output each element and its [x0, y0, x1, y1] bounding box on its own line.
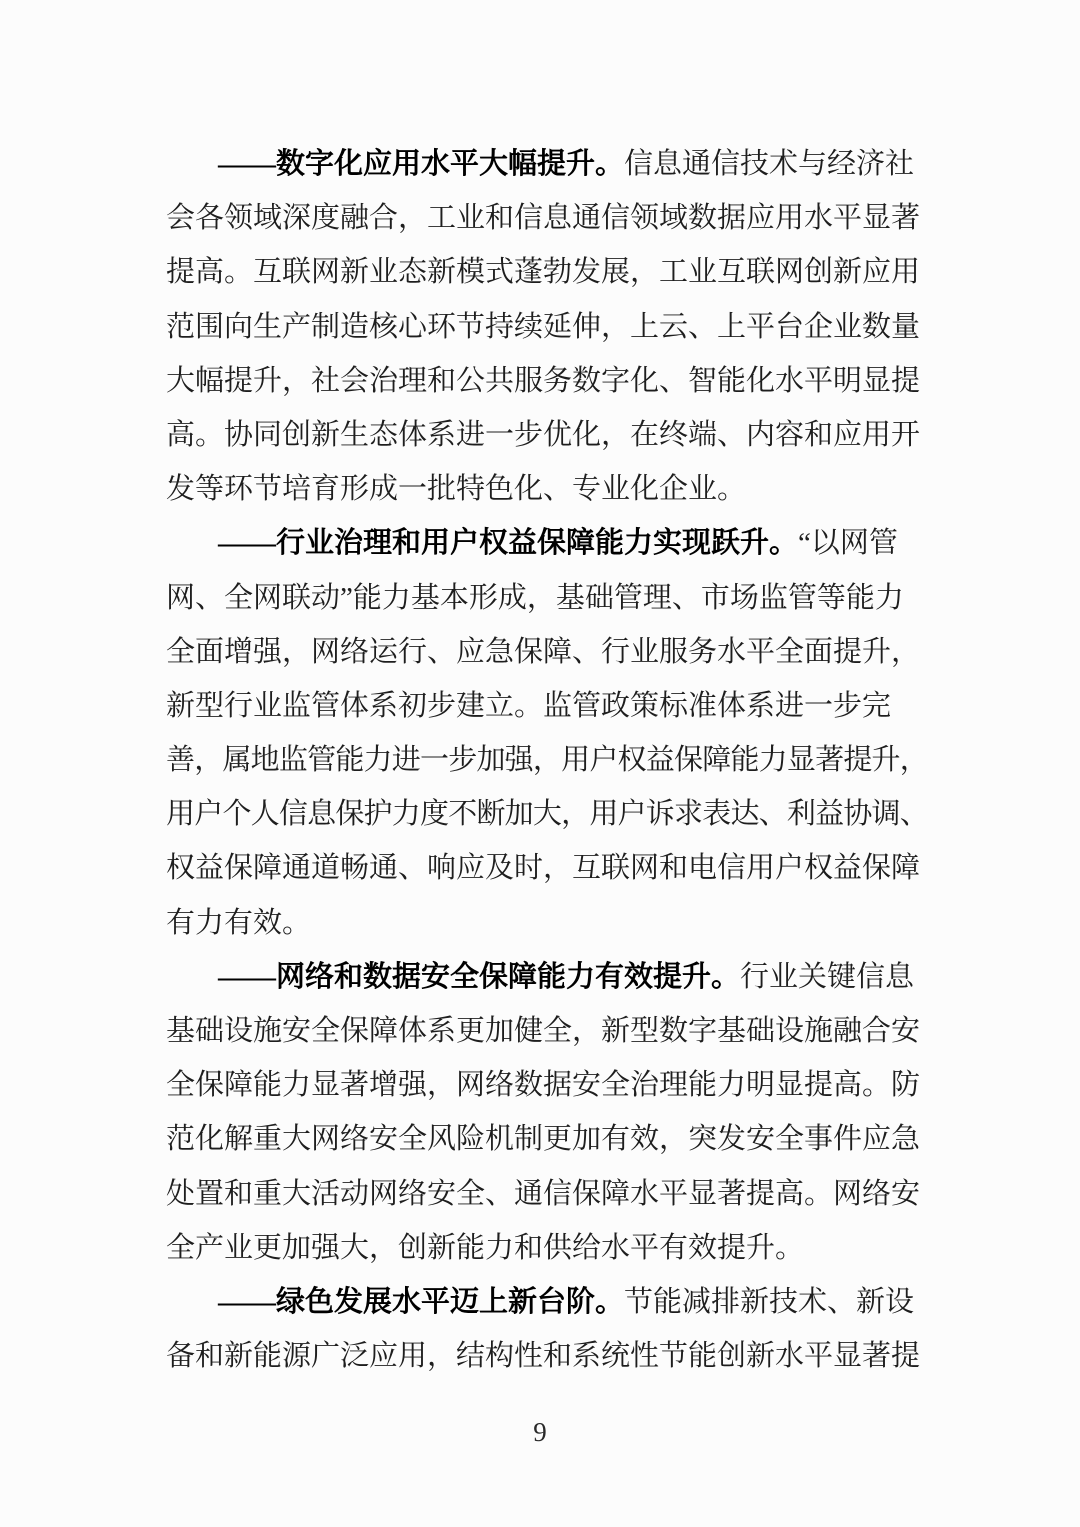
- paragraph-body-text: 基础设施安全保障体系更加健全，新型数字基础设施融合安: [166, 1015, 921, 1047]
- paragraph-body-text: 提高。互联网新业态新模式蓬勃发展，工业互联网创新应用: [166, 256, 921, 289]
- paragraph-body-text: 高。协同创新生态体系进一步优化，在终端、内容和应用开: [166, 418, 921, 451]
- text-line: [166, 950, 928, 1004]
- text-line: [166, 841, 928, 895]
- paragraph-body-text: 大幅提升，社会治理和公共服务数字化、智能化水平明显提: [166, 364, 921, 397]
- paragraph-body-text: “以网管: [798, 527, 898, 560]
- text-line: [166, 625, 928, 679]
- text-line: [166, 679, 928, 733]
- paragraph-body-text: 范化解重大网络安全风险机制更加有效，突发安全事件应急: [166, 1123, 921, 1156]
- paragraph-heading-text: ——绿色发展水平迈上新台阶。: [218, 1285, 625, 1318]
- paragraph-heading-text: ——数字化应用水平大幅提升。: [218, 148, 625, 180]
- paragraph-3: [166, 950, 928, 1275]
- text-line: [166, 787, 928, 841]
- text-line: [166, 571, 928, 625]
- paragraph-2: [166, 516, 928, 950]
- paragraph-body-text: 全产业更加强大，创新能力和供给水平有效提升。: [166, 1231, 805, 1264]
- paragraph-body-text: 有力有效。: [166, 906, 312, 939]
- text-line: [166, 1275, 928, 1329]
- text-line: [166, 300, 928, 354]
- paragraph-body-text: 会各领域深度融合，工业和信息通信领域数据应用水平显著: [166, 202, 921, 235]
- text-line: [166, 137, 928, 191]
- text-line: [166, 462, 928, 516]
- paragraph-body-text: 网、全网联动”能力基本形成，基础管理、市场监管等能力: [166, 581, 904, 614]
- paragraph-body-text: 节能减排新技术、新设: [624, 1285, 915, 1318]
- text-line: [166, 733, 928, 787]
- paragraph-heading-text: ——网络和数据安全保障能力有效提升。: [218, 960, 741, 993]
- paragraph-body-text: 用户个人信息保护力度不断加大，用户诉求表达、利益协调、: [166, 798, 928, 831]
- text-line: [166, 896, 928, 950]
- paragraph-body-text: 备和新能源广泛应用，结构性和系统性节能创新水平显著提: [166, 1340, 921, 1373]
- paragraph-body-text: 行业关键信息: [740, 960, 915, 993]
- text-line: [166, 191, 928, 245]
- text-line: [166, 354, 928, 408]
- paragraph-body-text: 全面增强，网络运行、应急保障、行业服务水平全面提升，: [166, 635, 921, 668]
- paragraph-body-text: 权益保障通道畅通、响应及时，互联网和电信用户权益保障: [166, 852, 921, 885]
- text-line: [166, 1221, 928, 1275]
- paragraph-1: [166, 137, 928, 516]
- text-line: [166, 1329, 928, 1383]
- text-line: [166, 1058, 928, 1112]
- text-line: [166, 516, 928, 570]
- paragraph-body-text: 范围向生产制造核心环节持续延伸，上云、上平台企业数量: [166, 310, 921, 343]
- paragraph-body-text: 处置和重大活动网络安全、通信保障水平显著提高。网络安: [166, 1177, 921, 1210]
- document-body: [166, 137, 928, 1383]
- page-number: 9: [533, 1417, 547, 1447]
- text-line: [166, 1112, 928, 1166]
- paragraph-heading-text: ——行业治理和用户权益保障能力实现跃升。: [218, 527, 799, 560]
- text-line: [166, 408, 928, 462]
- text-line: [166, 1004, 928, 1058]
- paragraph-body-text: 全保障能力显著增强，网络数据安全治理能力明显提高。防: [166, 1069, 921, 1102]
- paragraph-body-text: 发等环节培育形成一批特色化、专业化企业。: [166, 473, 747, 506]
- paragraph-4: [166, 1275, 928, 1383]
- text-line: [166, 1167, 928, 1221]
- text-line: [166, 245, 928, 299]
- paragraph-body-text: 信息通信技术与经济社: [624, 148, 915, 180]
- paragraph-body-text: 新型行业监管体系初步建立。监管政策标准体系进一步完: [166, 689, 892, 722]
- paragraph-body-text: 善，属地监管能力进一步加强，用户权益保障能力显著提升，: [166, 744, 928, 777]
